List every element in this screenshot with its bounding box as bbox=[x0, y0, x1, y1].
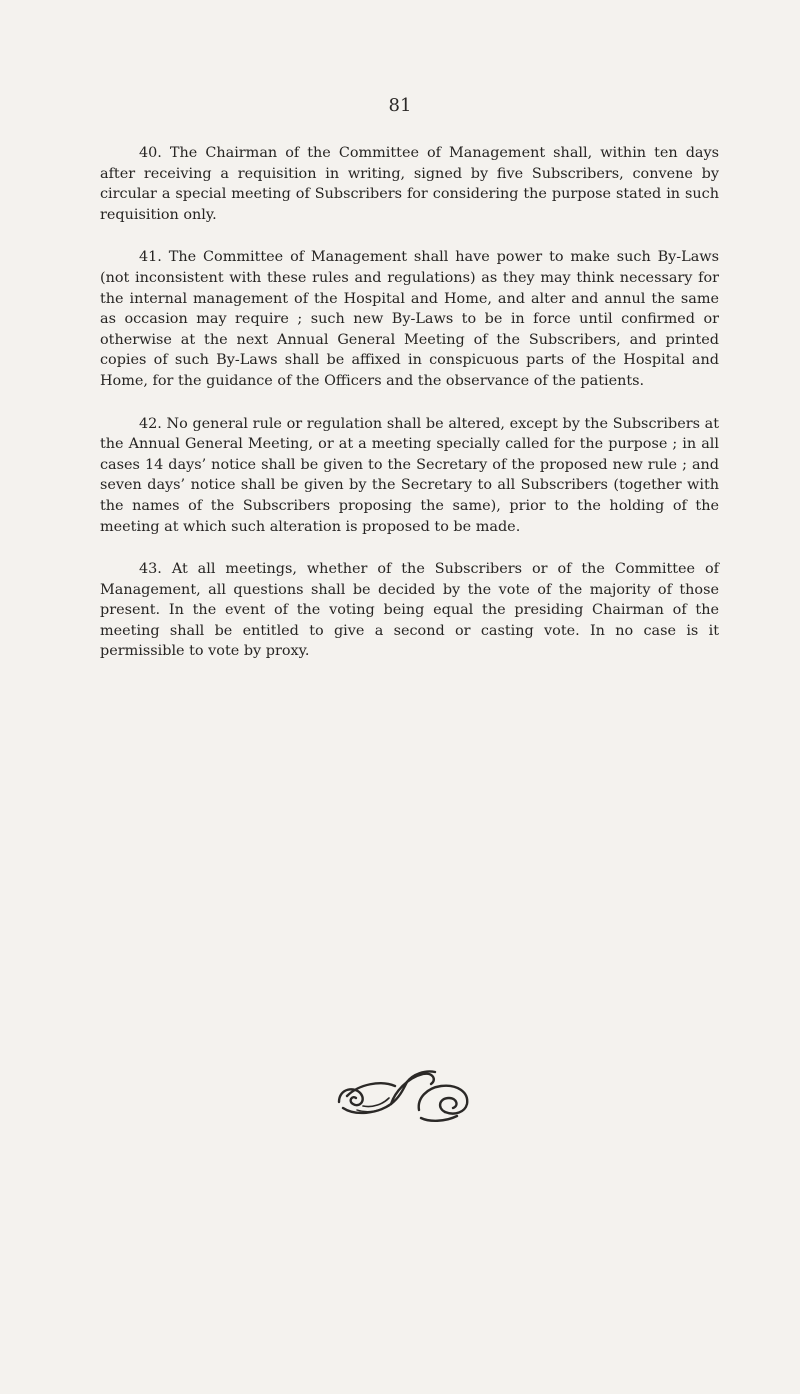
scroll-flourish-ornament-icon bbox=[333, 1062, 477, 1126]
page-number: 81 bbox=[388, 95, 412, 116]
rule-41-paragraph: 41. The Committee of Management shall have power to make such By-Laws (not inconsistent with these rules and regulations) as they may think necessary for the internal management of the Hospital and Home, and alter and annul the same as occasion may require ; such new By-Laws to be in force until confirmed or otherwise at the next Annual General Meeting of the Subscribers, and printed copies of such By-Laws shall be affixed in conspicuous parts of the Hospital and Home, for the guidance of the Officers and the observance of the patients. bbox=[100, 249, 719, 389]
rule-42-paragraph: 42. No general rule or regulation shall be altered, except by the Subscribers at the Annual General Meeting, or at a meeting specially called for the purpose ; in all cases 14 days’ notice shall be given to the Secretary of the proposed new rule ; and seven days’ notice shall be given by the Secretary to all Subscribers (together with the names of the Subscribers proposing the same), prior to the holding of the meeting at which such alteration is proposed to be made. bbox=[100, 415, 719, 535]
rule-40-paragraph: 40. The Chairman of the Committee of Management shall, within ten days after receiving a requisition in writing, signed by five Subscribers, convene by circular a special meeting of Subscribers for considering the purpose stated in such requisition only. bbox=[100, 145, 719, 223]
rule-43-paragraph: 43. At all meetings, whether of the Subscribers or of the Committee of Management, all questions shall be decided by the vote of the majority of those present. In the event of the voting being equal the presiding Chairman of the meeting shall be entitled to give a second or casting vote. In no case is it permissible to vote by proxy. bbox=[100, 561, 719, 660]
rules-text bbox=[100, 143, 719, 684]
